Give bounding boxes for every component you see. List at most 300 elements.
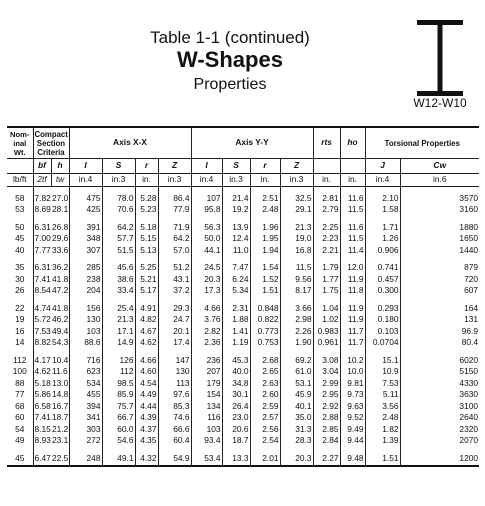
- value-cell: 0.822: [250, 315, 280, 327]
- value-cell: 1.39: [365, 436, 400, 448]
- nominal-weight-cell: 49: [7, 436, 33, 448]
- value-cell: 98.5: [102, 378, 135, 390]
- value-cell: 5.28: [135, 193, 158, 205]
- value-cell: 116: [191, 413, 222, 425]
- table-row: [7, 367, 479, 379]
- value-cell: 29.6: [52, 233, 69, 244]
- value-cell: 2.99: [313, 378, 340, 390]
- value-cell: 45.3: [222, 355, 250, 367]
- value-cell: 0.180: [365, 315, 400, 327]
- value-cell: 14.9: [102, 338, 135, 350]
- h-subheader: h: [51, 159, 69, 174]
- value-cell: 2070: [459, 435, 479, 446]
- table-row: [7, 234, 479, 246]
- value-cell: 12.4: [222, 234, 250, 246]
- value-cell: 15.1: [365, 355, 400, 367]
- value-cell: 607: [464, 285, 479, 296]
- value-cell: 9.81: [340, 378, 365, 390]
- value-cell: 154: [191, 390, 222, 402]
- value-cell: 4.44: [135, 401, 158, 413]
- value-cell: 1.79: [313, 263, 340, 275]
- table-row: [7, 303, 479, 315]
- value-cell: 28.1: [52, 204, 69, 215]
- value-cell: 9.73: [340, 390, 365, 402]
- table-row: [7, 355, 479, 367]
- value-cell: 1.94: [250, 245, 280, 257]
- value-cell: 20.6: [222, 424, 250, 436]
- nominal-weight-cell: 30: [7, 274, 33, 286]
- zx-subheader: Z: [158, 159, 191, 174]
- value-cell: 107: [191, 193, 222, 205]
- value-cell: 20.3: [280, 453, 313, 466]
- value-cell: 3.04: [313, 367, 340, 379]
- value-cell: 35.0: [280, 413, 313, 425]
- value-cell: 103: [191, 424, 222, 436]
- value-cell: 10.2: [340, 355, 365, 367]
- value-cell: 23.0: [222, 413, 250, 425]
- value-cell: 8.15: [34, 424, 51, 434]
- value-cell: 4.17: [34, 355, 51, 365]
- value-cell: 23.1: [52, 435, 69, 446]
- value-cell: 19.2: [222, 205, 250, 217]
- zy-subheader: Z: [280, 159, 313, 174]
- value-cell: 455: [69, 390, 102, 402]
- value-cell: 5.21: [135, 274, 158, 286]
- bf-subheader: bf: [33, 159, 51, 174]
- unit-cell: in.4: [191, 174, 222, 187]
- value-cell: 9.44: [340, 436, 365, 448]
- value-cell: 36.2: [52, 262, 69, 273]
- value-cell: 1.90: [280, 338, 313, 350]
- value-cell: 3.56: [365, 401, 400, 413]
- value-cell: 6.47: [34, 453, 51, 463]
- value-cell: 18.7: [222, 436, 250, 448]
- nominal-weight-cell: 45: [7, 453, 33, 466]
- value-cell: 2.48: [365, 413, 400, 425]
- value-cell: 56.3: [191, 222, 222, 234]
- value-cell: 26.8: [52, 222, 69, 232]
- table-row: [7, 193, 479, 205]
- value-cell: 4.54: [135, 378, 158, 390]
- value-cell: 1.51: [365, 453, 400, 466]
- table-body: [7, 187, 479, 466]
- value-cell: 2.27: [313, 453, 340, 466]
- table-row: [7, 286, 479, 298]
- value-cell: 10.0: [340, 367, 365, 379]
- value-cell: 24.5: [191, 263, 222, 275]
- value-cell: 3160: [459, 204, 479, 215]
- value-cell: 51.2: [158, 263, 191, 275]
- value-cell: 7.41: [34, 412, 51, 423]
- value-cell: 31.3: [280, 424, 313, 436]
- value-cell: 97.6: [158, 390, 191, 402]
- value-cell: 26.4: [222, 401, 250, 413]
- value-cell: 2.84: [313, 436, 340, 448]
- value-cell: 0.741: [365, 263, 400, 275]
- value-cell: 9.63: [340, 401, 365, 413]
- value-cell: 2.85: [313, 424, 340, 436]
- value-cell: 2.48: [250, 205, 280, 217]
- value-cell: 20.3: [191, 274, 222, 286]
- value-cell: 13.0: [52, 378, 69, 388]
- value-cell: 11.9: [340, 274, 365, 286]
- table-row: [7, 401, 479, 413]
- value-cell: 394: [69, 401, 102, 413]
- value-cell: 46.2: [52, 314, 69, 325]
- value-cell: 85.3: [158, 401, 191, 413]
- value-cell: 720: [464, 274, 479, 284]
- value-cell: 1.26: [365, 234, 400, 246]
- table-row: [7, 222, 479, 234]
- value-cell: 4.60: [135, 367, 158, 379]
- value-cell: 9.48: [340, 453, 365, 466]
- value-cell: 11.5: [280, 263, 313, 275]
- value-cell: 7.82: [34, 193, 51, 203]
- value-cell: 623: [69, 367, 102, 379]
- value-cell: 1.02: [313, 315, 340, 327]
- value-cell: 4.74: [34, 303, 51, 313]
- value-cell: 2.95: [313, 390, 340, 402]
- value-cell: 8.54: [34, 285, 51, 296]
- value-cell: 11.7: [340, 326, 365, 338]
- value-cell: 285: [69, 263, 102, 275]
- table-row: [7, 205, 479, 217]
- value-cell: 3.76: [191, 315, 222, 327]
- value-cell: 0.103: [365, 326, 400, 338]
- value-cell: 0.457: [365, 274, 400, 286]
- value-cell: 93.4: [191, 436, 222, 448]
- value-cell: 2.57: [250, 413, 280, 425]
- value-cell: 2.88: [313, 413, 340, 425]
- value-cell: 2.92: [313, 401, 340, 413]
- value-cell: 272: [69, 436, 102, 448]
- value-cell: 11.5: [340, 234, 365, 246]
- ry-subheader: r: [250, 159, 280, 174]
- value-cell: 2.59: [250, 401, 280, 413]
- value-cell: 879: [464, 262, 479, 273]
- value-cell: 25.4: [102, 303, 135, 315]
- value-cell: 3.66: [280, 303, 313, 315]
- value-cell: 2.68: [250, 355, 280, 367]
- value-cell: 21.2: [52, 424, 69, 434]
- value-cell: 16.8: [280, 245, 313, 257]
- value-cell: 70.6: [102, 205, 135, 217]
- value-cell: 2.82: [191, 326, 222, 338]
- value-cell: 3.08: [313, 355, 340, 367]
- value-cell: 4.62: [135, 338, 158, 350]
- value-cell: 4.67: [135, 326, 158, 338]
- value-cell: 1.75: [313, 286, 340, 298]
- value-cell: 4.91: [135, 303, 158, 315]
- value-cell: 77.9: [158, 205, 191, 217]
- value-cell: 716: [69, 355, 102, 367]
- value-cell: 1.58: [365, 205, 400, 217]
- nominal-weight-cell: 26: [7, 286, 33, 298]
- unit-cell: in.3: [280, 174, 313, 187]
- value-cell: 4.66: [135, 355, 158, 367]
- value-cell: 1.54: [250, 263, 280, 275]
- table-row: [7, 413, 479, 425]
- table-row: [7, 436, 479, 448]
- table-row: [7, 274, 479, 286]
- value-cell: 29.1: [280, 205, 313, 217]
- value-cell: 6020: [459, 355, 479, 365]
- value-cell: 2.23: [313, 234, 340, 246]
- shape-range-label: W12-W10: [413, 96, 467, 110]
- value-cell: 303: [69, 424, 102, 436]
- value-cell: 11.6: [340, 193, 365, 205]
- value-cell: 27.0: [52, 193, 69, 203]
- value-cell: 18.7: [52, 412, 69, 423]
- unit-cell: in.: [340, 174, 365, 187]
- value-cell: 5.15: [135, 234, 158, 246]
- value-cell: 5.23: [135, 205, 158, 217]
- value-cell: 19.0: [280, 234, 313, 246]
- nominal-weight-cell: 14: [7, 338, 33, 350]
- value-cell: 0.906: [365, 245, 400, 257]
- value-cell: 5.25: [135, 263, 158, 275]
- value-cell: 9.52: [340, 413, 365, 425]
- value-cell: 33.6: [52, 245, 69, 255]
- value-cell: 7.00: [34, 233, 51, 244]
- value-cell: 41.8: [52, 274, 69, 284]
- value-cell: 1.51: [250, 286, 280, 298]
- value-cell: 80.4: [461, 337, 479, 348]
- value-cell: 0.300: [365, 286, 400, 298]
- ho-subheader: [340, 159, 365, 174]
- table-row: [7, 245, 479, 257]
- ix-subheader: I: [69, 159, 102, 174]
- table-row: [7, 378, 479, 390]
- value-cell: 6.58: [34, 401, 51, 411]
- unit-cell: in.6: [400, 174, 479, 187]
- value-cell: 130: [69, 315, 102, 327]
- nominal-wt-header: Nom-inal Wt.: [7, 127, 33, 159]
- value-cell: 37.2: [158, 286, 191, 298]
- table-number: Table 1-1 (continued): [150, 28, 310, 47]
- nominal-weight-cell: 50: [7, 222, 33, 234]
- value-cell: 4.62: [34, 366, 51, 377]
- value-cell: 4.39: [135, 413, 158, 425]
- value-cell: 41.8: [52, 303, 69, 313]
- table-row: [7, 453, 479, 466]
- value-cell: 45.6: [102, 263, 135, 275]
- nominal-weight-cell: 35: [7, 263, 33, 275]
- value-cell: 40.1: [280, 401, 313, 413]
- value-cell: 64.2: [102, 222, 135, 234]
- table-header: [0, 0, 485, 120]
- value-cell: 341: [69, 413, 102, 425]
- value-cell: 32.5: [280, 193, 313, 205]
- nominal-weight-cell: 58: [7, 193, 33, 205]
- rts-subheader: [313, 159, 340, 174]
- value-cell: 1.77: [313, 274, 340, 286]
- nominal-weight-cell: 60: [7, 413, 33, 425]
- value-cell: 0.773: [250, 326, 280, 338]
- nominal-weight-cell: 88: [7, 378, 33, 390]
- value-cell: 6.31: [34, 222, 51, 232]
- unit-cell: lb/ft: [7, 174, 33, 187]
- value-cell: 9.49: [340, 424, 365, 436]
- value-cell: 51.5: [102, 245, 135, 257]
- value-cell: 0.983: [313, 326, 340, 338]
- value-cell: 54.6: [102, 436, 135, 448]
- value-cell: 1880: [459, 222, 479, 232]
- value-cell: 7.77: [34, 245, 51, 255]
- unit-cell: in.3: [102, 174, 135, 187]
- value-cell: 6.24: [222, 274, 250, 286]
- value-cell: 4.32: [135, 453, 158, 466]
- value-cell: 11.0: [222, 245, 250, 257]
- value-cell: 1650: [459, 233, 479, 244]
- value-cell: 96.9: [461, 326, 479, 336]
- value-cell: 4.66: [191, 303, 222, 315]
- value-cell: 5150: [459, 366, 479, 377]
- value-cell: 156: [69, 303, 102, 315]
- value-cell: 2.60: [250, 390, 280, 402]
- value-cell: 28.3: [280, 436, 313, 448]
- value-cell: 7.53: [365, 378, 400, 390]
- value-cell: 11.7: [340, 338, 365, 350]
- unit-cell: in.3: [158, 174, 191, 187]
- value-cell: 2.54: [250, 436, 280, 448]
- unit-cell: in.: [313, 174, 340, 187]
- sx-subheader: S: [102, 159, 135, 174]
- value-cell: 1.82: [365, 424, 400, 436]
- nominal-weight-cell: 53: [7, 205, 33, 217]
- value-cell: 307: [69, 245, 102, 257]
- value-cell: 134: [191, 401, 222, 413]
- value-cell: 2.21: [313, 245, 340, 257]
- value-cell: 112: [102, 367, 135, 379]
- value-cell: 1.96: [250, 222, 280, 234]
- value-cell: 1.52: [250, 274, 280, 286]
- value-cell: 5.18: [34, 378, 51, 388]
- value-cell: 4.49: [135, 390, 158, 402]
- value-cell: 53.1: [280, 378, 313, 390]
- value-cell: 53.4: [191, 453, 222, 466]
- units-row: [7, 174, 479, 187]
- value-cell: 45.9: [280, 390, 313, 402]
- value-cell: 2.10: [365, 193, 400, 205]
- value-cell: 13.9: [222, 222, 250, 234]
- value-cell: 0.753: [250, 338, 280, 350]
- value-cell: 3100: [459, 401, 479, 411]
- value-cell: 204: [69, 286, 102, 298]
- iy-subheader: I: [191, 159, 222, 174]
- value-cell: 21.3: [280, 222, 313, 234]
- value-cell: 179: [191, 378, 222, 390]
- value-cell: 5.72: [34, 314, 51, 325]
- value-cell: 54.3: [52, 337, 69, 348]
- ho-header: ho: [340, 127, 365, 159]
- value-cell: 30.1: [222, 390, 250, 402]
- value-cell: 2.51: [250, 193, 280, 205]
- unit-cell: in.4: [365, 174, 400, 187]
- value-cell: 131: [464, 314, 479, 325]
- value-cell: 7.41: [34, 274, 51, 284]
- value-cell: 2.63: [250, 378, 280, 390]
- value-cell: 47.2: [52, 285, 69, 296]
- value-cell: 95.8: [191, 205, 222, 217]
- value-cell: 85.9: [102, 390, 135, 402]
- value-cell: 10.9: [365, 367, 400, 379]
- value-cell: 11.8: [340, 286, 365, 298]
- table-subtitle: Properties: [193, 76, 267, 93]
- table-row: [7, 315, 479, 327]
- value-cell: 103: [69, 326, 102, 338]
- value-cell: 147: [158, 355, 191, 367]
- value-cell: 75.7: [102, 401, 135, 413]
- nominal-weight-cell: 16: [7, 326, 33, 338]
- value-cell: 8.69: [34, 204, 51, 215]
- value-cell: 11.9: [340, 303, 365, 315]
- torsional-header: Torsional Properties: [365, 127, 479, 159]
- value-cell: 9.56: [280, 274, 313, 286]
- value-cell: 11.6: [52, 366, 68, 377]
- value-cell: 1.41: [222, 326, 250, 338]
- value-cell: 1.95: [250, 234, 280, 246]
- value-cell: 5.86: [34, 389, 51, 400]
- value-cell: 5.18: [135, 222, 158, 234]
- table-title: W-Shapes: [177, 47, 283, 72]
- nominal-weight-cell: 45: [7, 234, 33, 246]
- value-cell: 1.88: [222, 315, 250, 327]
- properties-table: [7, 126, 479, 467]
- value-cell: 4330: [459, 378, 479, 388]
- value-cell: 69.2: [280, 355, 313, 367]
- value-cell: 2.31: [222, 303, 250, 315]
- sy-subheader: S: [222, 159, 250, 174]
- value-cell: 534: [69, 378, 102, 390]
- value-cell: 1.71: [365, 222, 400, 234]
- value-cell: 74.6: [158, 413, 191, 425]
- value-cell: 5.13: [135, 245, 158, 257]
- value-cell: 17.3: [191, 286, 222, 298]
- nominal-weight-cell: 54: [7, 424, 33, 436]
- value-cell: 0.0704: [365, 338, 400, 350]
- compact-criteria-header: Compact Section Criteria: [33, 127, 69, 159]
- value-cell: 43.1: [158, 274, 191, 286]
- value-cell: 0.848: [250, 303, 280, 315]
- value-cell: 0.293: [365, 303, 400, 315]
- value-cell: 21.3: [102, 315, 135, 327]
- rx-subheader: r: [135, 159, 158, 174]
- value-cell: 2.65: [250, 367, 280, 379]
- value-cell: 164: [464, 303, 479, 313]
- value-cell: 34.8: [222, 378, 250, 390]
- value-cell: 7.53: [34, 326, 51, 336]
- value-cell: 44.1: [191, 245, 222, 257]
- value-cell: 2.56: [250, 424, 280, 436]
- table-row: [7, 326, 479, 338]
- value-cell: 2.98: [280, 315, 313, 327]
- value-cell: 4.82: [135, 315, 158, 327]
- value-cell: 2320: [459, 424, 479, 434]
- value-cell: 49.4: [52, 326, 69, 336]
- value-cell: 0.961: [313, 338, 340, 350]
- table-row: [7, 390, 479, 402]
- nominal-weight-cell: 19: [7, 315, 33, 327]
- value-cell: 24.7: [158, 315, 191, 327]
- unit-cell: tw: [51, 174, 69, 187]
- value-cell: 11.6: [340, 222, 365, 234]
- unit-cell: in.4: [69, 174, 102, 187]
- value-cell: 16.7: [52, 401, 69, 411]
- value-cell: 2.36: [191, 338, 222, 350]
- value-cell: 4.35: [135, 436, 158, 448]
- table-row: [7, 263, 479, 275]
